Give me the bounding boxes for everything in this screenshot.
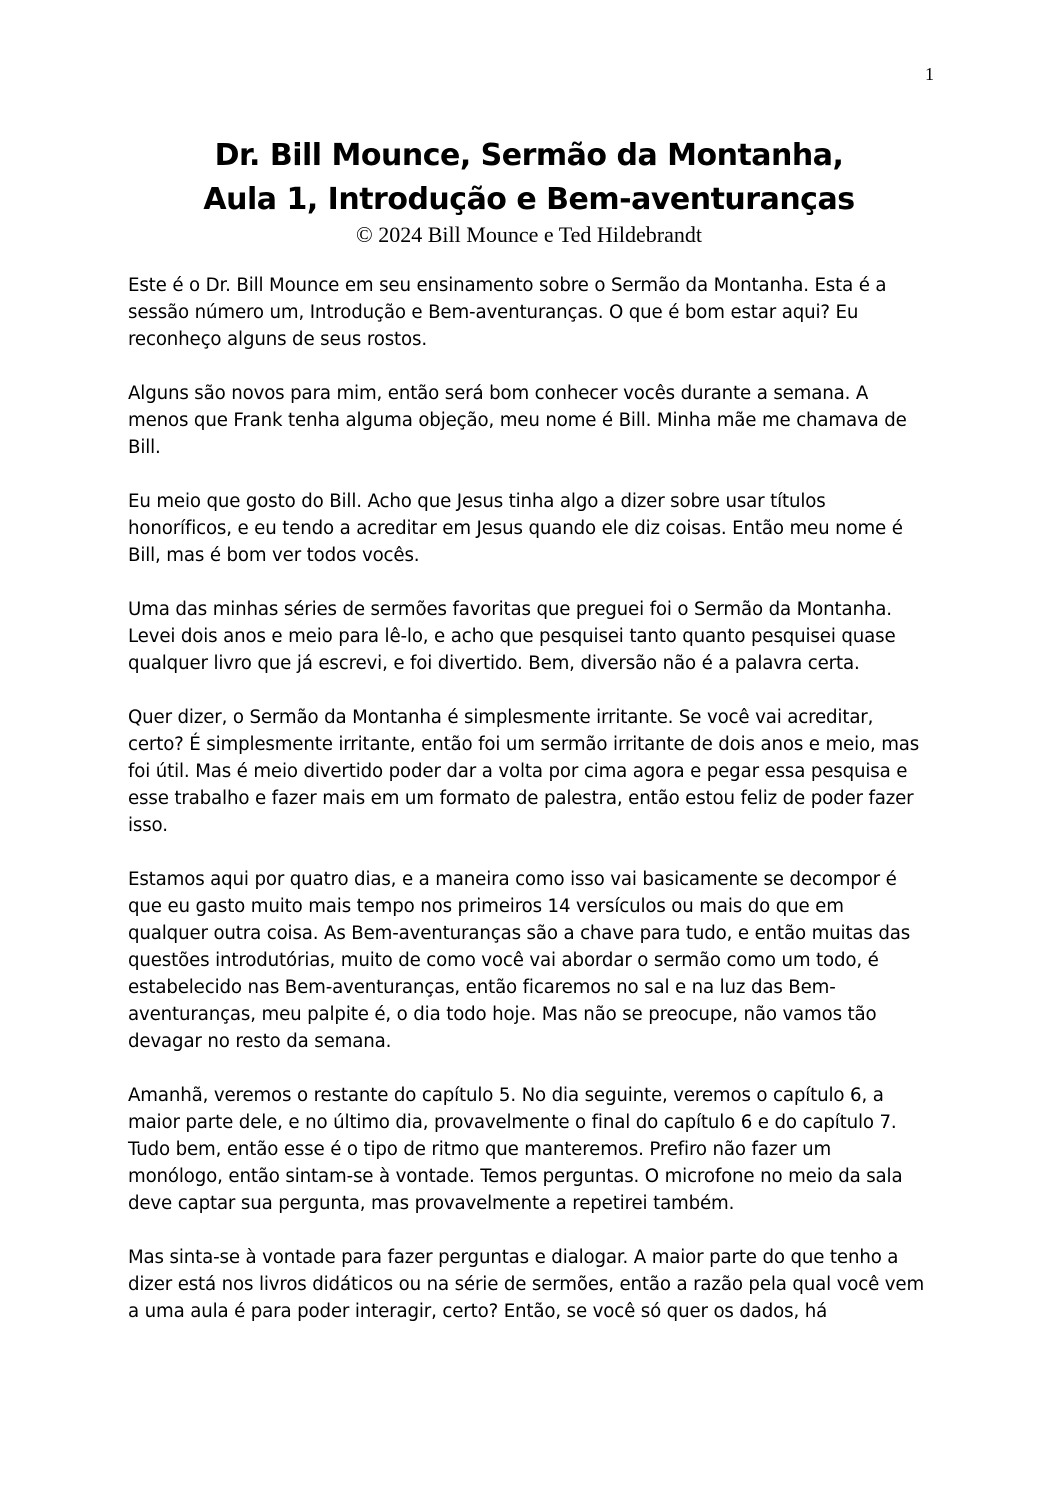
body-text (128, 272, 928, 1352)
paragraph: Eu meio que gosto do Bill. Acho que Jesus tinha algo a dizer sobre usar títulos honoríficos, e eu tendo a acreditar em Jesus quando ele diz coisas. Então meu nome é Bill, mas é bom ver todos vocês. (128, 491, 903, 566)
title-line-2: Aula 1, Introdução e Bem-aventuranças (203, 182, 855, 217)
title-line-1: Dr. Bill Mounce, Sermão da Montanha, (214, 138, 844, 173)
paragraph: Este é o Dr. Bill Mounce em seu ensinamento sobre o Sermão da Montanha. Esta é a sessão número um, Introdução e Bem-aventuranças. O que é bom estar aqui? Eu reconheço alguns de seus rostos. (128, 275, 887, 350)
paragraph: Alguns são novos para mim, então será bom conhecer vocês durante a semana. A menos que Frank tenha alguma objeção, meu nome é Bill. Minha mãe me chamava de Bill. (128, 383, 907, 458)
paragraph: Quer dizer, o Sermão da Montanha é simplesmente irritante. Se você vai acreditar, certo? É simplesmente irritante, então foi um sermão irritante de dois anos e meio, mas foi útil. Mas é meio divertido poder dar a volta por cima agora e pegar essa pesquisa e esse trabalho e fazer mais em um formato de palestra, então estou feliz de poder fazer isso. (128, 707, 920, 836)
paragraph: Estamos aqui por quatro dias, e a maneira como isso vai basicamente se decompor é que eu gasto muito mais tempo nos primeiros 14 versículos ou mais do que em qualquer outra coisa. As Bem-aventuranças são a chave para tudo, e então muitas das questões introdutórias, muito de como você vai abordar o sermão como um todo, é estabelecido nas Bem-aventuranças, então ficaremos no sal e na luz das Bem-aventuranças, meu palpite é, o dia todo hoje. Mas não se preocupe, não vamos tão devagar no resto da semana. (128, 869, 911, 1052)
paragraph: Uma das minhas séries de sermões favoritas que preguei foi o Sermão da Montanha. Levei dois anos e meio para lê-lo, e acho que pesquisei tanto quanto pesquisei quase qualquer livro que já escrevi, e foi divertido. Bem, diversão não é a palavra certa. (128, 599, 896, 674)
copyright-line: © 2024 Bill Mounce e Ted Hildebrandt (356, 222, 702, 247)
paragraph: Mas sinta-se à vontade para fazer perguntas e dialogar. A maior parte do que tenho a dizer está nos livros didáticos ou na série de sermões, então a razão pela qual você vem a uma aula é para poder interagir, certo? Então, se você só quer os dados, há (128, 1247, 925, 1322)
page-number: 1 (925, 64, 934, 84)
paragraph: Amanhã, veremos o restante do capítulo 5. No dia seguinte, veremos o capítulo 6, a maior parte dele, e no último dia, provavelmente o final do capítulo 6 e do capítulo 7. Tudo bem, então esse é o tipo de ritmo que manteremos. Prefiro não fazer um monólogo, então sintam-se à vontade. Temos perguntas. O microfone no meio da sala deve captar sua pergunta, mas provavelmente a repetirei também. (128, 1085, 903, 1214)
title-block (0, 134, 1058, 248)
